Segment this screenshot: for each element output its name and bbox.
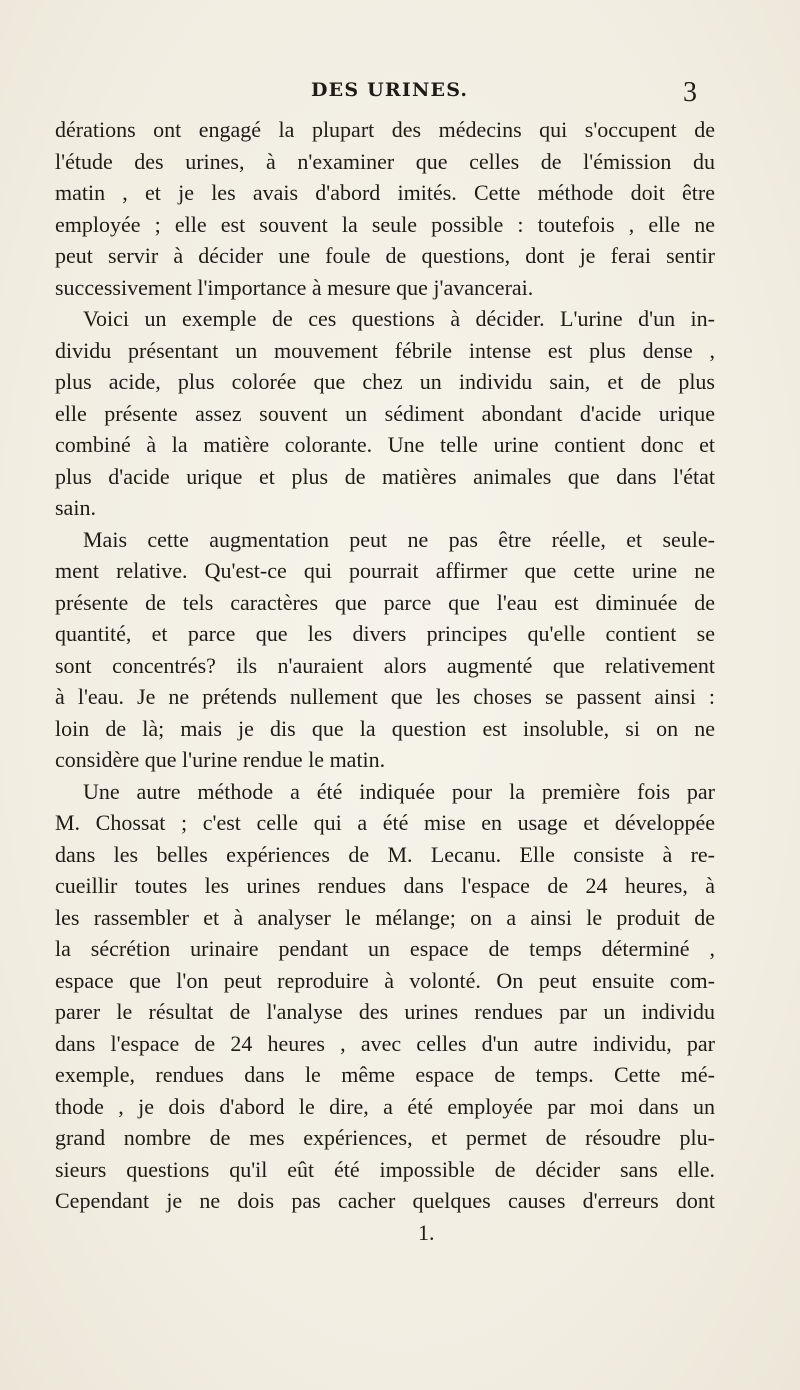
text-line: grand nombre de mes expériences, et permet de résoudre plu-: [55, 1125, 715, 1150]
paragraph-start: Voici un exemple de ces questions à décider. L'urine d'un in-: [83, 306, 715, 331]
text-line: dividu présentant un mouvement fébrile intense est plus dense ,: [55, 337, 715, 363]
text-line: la sécrétion urinaire pendant un espace de temps déterminé ,: [55, 936, 715, 961]
text-line: dans l'espace de 24 heures , avec celles d'un autre individu, par: [55, 1030, 715, 1056]
running-head: DES URINES.: [311, 79, 469, 101]
body-text: [55, 114, 715, 1217]
page-number: 3: [683, 77, 697, 108]
text-line: plus d'acide urique et plus de matières animales que dans l'état: [55, 463, 715, 489]
page-header: [0, 78, 800, 110]
text-line: employée ; elle est souvent la seule possible : toutefois , elle ne: [55, 211, 715, 237]
text-line: sieurs questions qu'il eût été impossible de décider sans elle.: [55, 1156, 715, 1182]
signature-mark: 1.: [418, 1220, 435, 1245]
text-line: Cependant je ne dois pas cacher quelques causes d'erreurs dont: [55, 1188, 715, 1213]
text-line: dérations ont engagé la plupart des médecins qui s'occupent de: [55, 117, 715, 142]
text-line: considère que l'urine rendue le matin.: [55, 747, 386, 772]
text-line: dans les belles expériences de M. Lecanu. Elle consiste à re-: [55, 841, 715, 867]
text-line: ment relative. Qu'est-ce qui pourrait affirmer que cette urine ne: [55, 558, 715, 583]
text-line: successivement l'importance à mesure que j'avancerai.: [55, 274, 534, 300]
text-line: parer le résultat de l'analyse des urines rendues par un individu: [55, 999, 715, 1024]
text-line: peut servir à décider une foule de questions, dont je ferai sentir: [55, 243, 715, 268]
text-line: plus acide, plus colorée que chez un individu sain, et de plus: [55, 369, 715, 394]
text-line: loin de là; mais je dis que la question est insoluble, si on ne: [55, 715, 715, 741]
text-line: à l'eau. Je ne prétends nullement que les choses se passent ainsi :: [55, 684, 715, 709]
text-line: présente de tels caractères que parce que l'eau est diminuée de: [55, 589, 715, 615]
text-line: sain.: [55, 495, 96, 520]
text-line: M. Chossat ; c'est celle qui a été mise en usage et développée: [55, 810, 715, 835]
paragraph-start: Une autre méthode a été indiquée pour la première fois par: [83, 778, 715, 804]
text-line: combiné à la matière colorante. Une telle urine contient donc et: [55, 432, 715, 457]
text-line: l'étude des urines, à n'examiner que celles de l'émission du: [55, 148, 715, 174]
text-line: thode , je dois d'abord le dire, a été employée par moi dans un: [55, 1093, 715, 1119]
text-line: quantité, et parce que les divers principes qu'elle contient se: [55, 621, 715, 646]
paragraph-start: Mais cette augmentation peut ne pas être réelle, et seule-: [83, 526, 715, 552]
text-line: exemple, rendues dans le même espace de temps. Cette mé-: [55, 1062, 715, 1087]
text-line: elle présente assez souvent un sédiment abondant d'acide urique: [55, 400, 715, 426]
text-line: sont concentrés? ils n'auraient alors augmenté que relativement: [55, 652, 715, 678]
text-line: espace que l'on peut reproduire à volonté. On peut ensuite com-: [55, 967, 715, 993]
text-line: cueillir toutes les urines rendues dans l'espace de 24 heures, à: [55, 873, 715, 898]
text-line: matin , et je les avais d'abord imités. Cette méthode doit être: [55, 180, 715, 205]
text-line: les rassembler et à analyser le mélange; on a ainsi le produit de: [55, 904, 715, 930]
